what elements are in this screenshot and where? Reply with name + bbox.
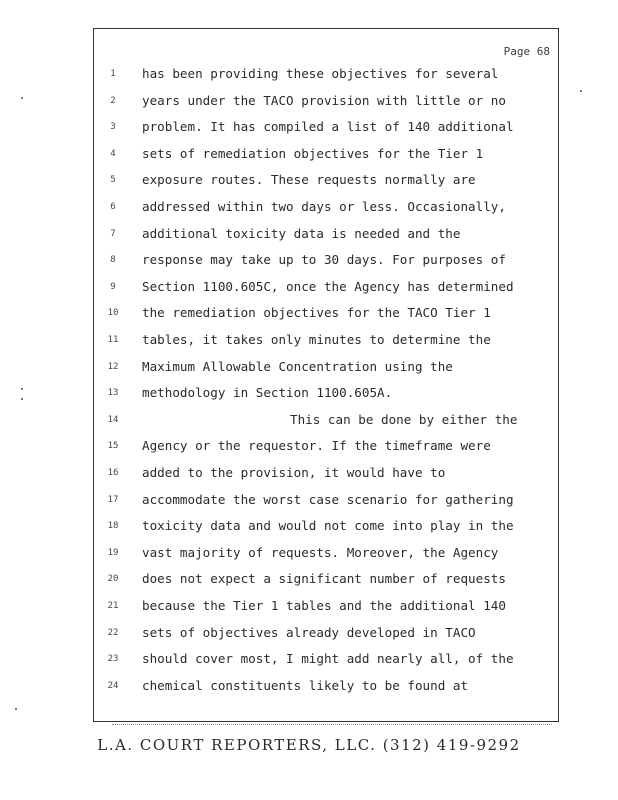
transcript-line bbox=[94, 568, 558, 594]
transcript-line bbox=[94, 249, 558, 275]
transcript-page bbox=[93, 28, 559, 722]
line-text: added to the provision, it would have to bbox=[142, 465, 446, 480]
line-number: 23 bbox=[107, 654, 119, 665]
transcript-line bbox=[94, 90, 558, 116]
transcript-line bbox=[94, 542, 558, 568]
line-number: 9 bbox=[110, 281, 116, 292]
court-reporter-footer: L.A. COURT REPORTERS, LLC. (312) 419-9292 bbox=[97, 736, 521, 754]
line-text: Section 1100.605C, once the Agency has determined bbox=[142, 278, 514, 294]
line-text: response may take up to 30 days. For purposes of bbox=[142, 252, 506, 268]
line-number: 21 bbox=[107, 601, 119, 611]
transcript-line bbox=[94, 143, 558, 169]
line-number: 6 bbox=[110, 202, 116, 212]
line-number: 17 bbox=[107, 494, 119, 505]
line-text: sets of objectives already developed in TACO bbox=[142, 624, 476, 640]
line-number: 13 bbox=[107, 388, 119, 399]
scan-speck bbox=[15, 708, 17, 710]
transcript-line bbox=[94, 302, 558, 328]
scan-speck bbox=[580, 90, 582, 92]
line-number: 5 bbox=[110, 175, 116, 186]
line-text: problem. It has compiled a list of 140 additional bbox=[142, 119, 514, 135]
line-text: sets of remediation objectives for the Tier 1 bbox=[142, 145, 484, 161]
line-text: Agency or the requestor. If the timeframe were bbox=[142, 438, 491, 454]
line-number: 16 bbox=[107, 468, 119, 478]
transcript-line bbox=[94, 356, 558, 382]
scan-speck bbox=[21, 97, 23, 99]
line-text: toxicity data and would not come into play in the bbox=[142, 518, 514, 534]
line-number: 1 bbox=[110, 69, 116, 79]
transcript-line bbox=[94, 196, 558, 222]
line-text: methodology in Section 1100.605A. bbox=[142, 385, 393, 401]
transcript-line bbox=[94, 223, 558, 249]
scan-speck bbox=[21, 398, 23, 400]
line-number: 8 bbox=[110, 255, 116, 266]
line-text: Maximum Allowable Concentration using the bbox=[142, 358, 453, 374]
transcript-line bbox=[94, 489, 558, 515]
line-number: 12 bbox=[107, 361, 119, 372]
scan-speck bbox=[21, 388, 23, 390]
line-number: 24 bbox=[107, 680, 119, 691]
line-text: accommodate the worst case scenario for gathering bbox=[142, 491, 514, 507]
line-text: should cover most, I might add nearly all, of the bbox=[142, 651, 514, 667]
transcript-line bbox=[94, 675, 558, 701]
line-text: the remediation objectives for the TACO Tier 1 bbox=[142, 305, 491, 321]
line-number: 20 bbox=[107, 574, 119, 585]
line-text: years under the TACO provision with little or no bbox=[142, 92, 506, 108]
line-number: 22 bbox=[107, 627, 119, 638]
transcript-line bbox=[94, 116, 558, 142]
line-text: vast majority of requests. Moreover, the Agency bbox=[142, 544, 499, 560]
transcript-line bbox=[94, 622, 558, 648]
transcript-line bbox=[94, 435, 558, 461]
transcript-line bbox=[94, 382, 558, 408]
transcript-line bbox=[94, 595, 558, 621]
line-number: 18 bbox=[107, 521, 119, 532]
transcript-line bbox=[94, 648, 558, 674]
line-text: tables, it takes only minutes to determine the bbox=[142, 332, 491, 347]
transcript-line bbox=[94, 169, 558, 195]
line-text: has been providing these objectives for several bbox=[142, 66, 499, 81]
line-number: 19 bbox=[107, 547, 119, 558]
line-text: does not expect a significant number of requests bbox=[142, 571, 506, 587]
transcript-line bbox=[94, 63, 558, 89]
line-number: 2 bbox=[110, 95, 116, 106]
page-number: Page 68 bbox=[503, 45, 550, 58]
transcript-line bbox=[94, 515, 558, 541]
transcript-line bbox=[94, 329, 558, 355]
line-number: 4 bbox=[110, 148, 116, 159]
line-number: 10 bbox=[107, 308, 119, 319]
line-text: addressed within two days or less. Occasionally, bbox=[142, 199, 506, 214]
transcript-line bbox=[94, 276, 558, 302]
line-number: 14 bbox=[107, 414, 119, 425]
line-text: exposure routes. These requests normally are bbox=[142, 172, 476, 188]
line-number: 11 bbox=[107, 335, 119, 345]
line-text: chemical constituents likely to be found at bbox=[142, 677, 469, 693]
line-number: 3 bbox=[110, 122, 116, 133]
line-text: This can be done by either the bbox=[290, 411, 518, 427]
line-text: because the Tier 1 tables and the additional 140 bbox=[142, 598, 506, 613]
line-number: 15 bbox=[107, 441, 119, 452]
transcript-line bbox=[94, 409, 558, 435]
line-number: 7 bbox=[110, 228, 116, 239]
page-bottom-rule bbox=[112, 724, 552, 725]
transcript-line bbox=[94, 462, 558, 488]
line-text: additional toxicity data is needed and the bbox=[142, 225, 461, 241]
